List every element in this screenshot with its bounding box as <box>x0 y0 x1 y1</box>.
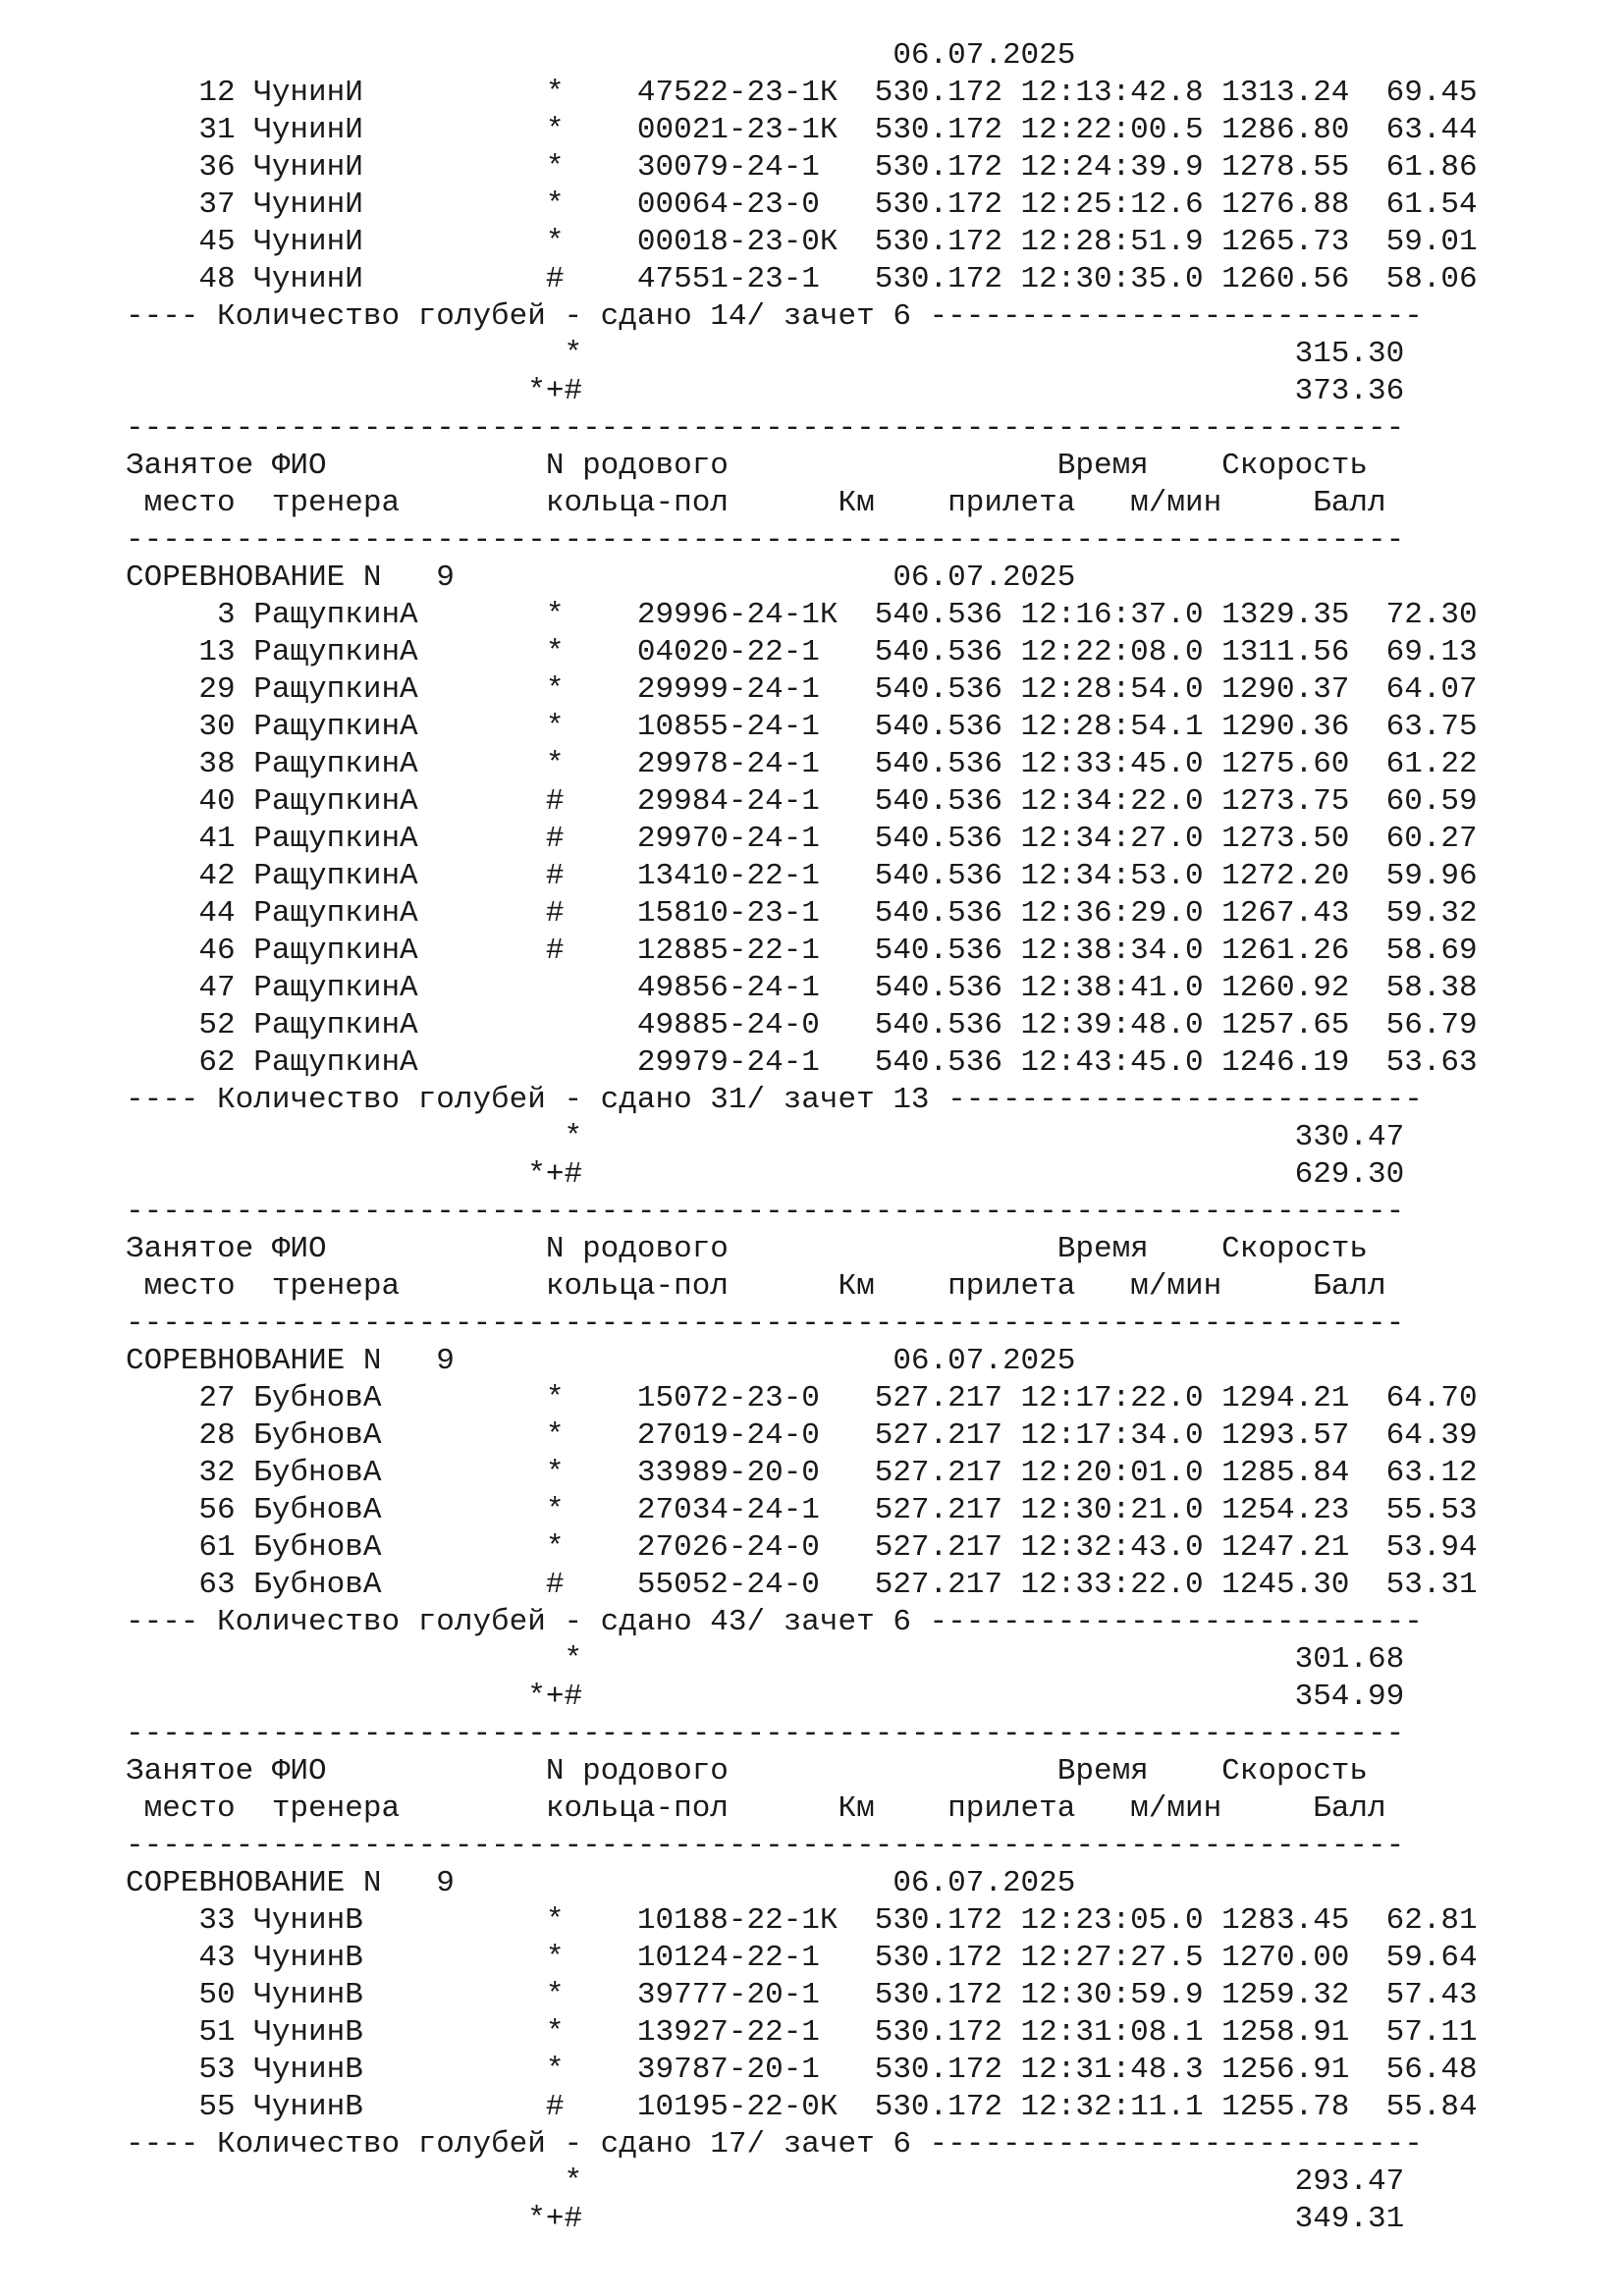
starplus-total: *+# 349.31 <box>126 2202 1405 2236</box>
table-row: 30 РащупкинА * 10855-24-1 540.536 12:28:54.1 1290.36 63.75 <box>126 710 1478 744</box>
table-row: 61 БубновА * 27026-24-0 527.217 12:32:43.0 1247.21 53.94 <box>126 1530 1478 1565</box>
summary-line: ---- Количество голубей - сдано 17/ зачет 6 --------------------------- <box>126 2127 1423 2162</box>
column-header-1: Занятое ФИО N родового Время Скорость <box>126 1754 1369 1789</box>
star-total: * 301.68 <box>126 1642 1405 1677</box>
table-row: 28 БубновА * 27019-24-0 527.217 12:17:34.0 1293.57 64.39 <box>126 1418 1478 1453</box>
divider: ---------------------------------------------------------------------- <box>126 1717 1405 1751</box>
divider: ---------------------------------------------------------------------- <box>126 1195 1405 1229</box>
table-row: 51 ЧунинВ * 13927-22-1 530.172 12:31:08.1 1258.91 57.11 <box>126 2015 1478 2050</box>
table-row: 56 БубновА * 27034-24-1 527.217 12:30:21.0 1254.23 55.53 <box>126 1493 1478 1527</box>
starplus-total: *+# 629.30 <box>126 1157 1405 1192</box>
table-row: 36 ЧунинИ * 30079-24-1 530.172 12:24:39.9 1278.55 61.86 <box>126 150 1478 185</box>
results-printout <box>126 37 1478 2238</box>
table-row: 45 ЧунинИ * 00018-23-0К 530.172 12:28:51.9 1265.73 59.01 <box>126 225 1478 259</box>
table-row: 12 ЧунинИ * 47522-23-1К 530.172 12:13:42.8 1313.24 69.45 <box>126 76 1478 110</box>
table-row: 29 РащупкинА * 29999-24-1 540.536 12:28:54.0 1290.37 64.07 <box>126 672 1478 707</box>
page-date: 06.07.2025 <box>126 38 1076 73</box>
summary-line: ---- Количество голубей - сдано 43/ зачет 6 --------------------------- <box>126 1605 1423 1639</box>
summary-line: ---- Количество голубей - сдано 14/ зачет 6 --------------------------- <box>126 299 1423 334</box>
column-header-1: Занятое ФИО N родового Время Скорость <box>126 1232 1369 1266</box>
table-row: 46 РащупкинА # 12885-22-1 540.536 12:38:34.0 1261.26 58.69 <box>126 934 1478 968</box>
table-row: 44 РащупкинА # 15810-23-1 540.536 12:36:29.0 1267.43 59.32 <box>126 896 1478 931</box>
table-row: 63 БубновА # 55052-24-0 527.217 12:33:22.0 1245.30 53.31 <box>126 1568 1478 1602</box>
column-header-2: место тренера кольца-пол Км прилета м/мин Балл <box>126 486 1386 520</box>
starplus-total: *+# 373.36 <box>126 374 1405 408</box>
divider: ---------------------------------------------------------------------- <box>126 411 1405 446</box>
table-row: 27 БубновА * 15072-23-0 527.217 12:17:22.0 1294.21 64.70 <box>126 1381 1478 1415</box>
table-row: 53 ЧунинВ * 39787-20-1 530.172 12:31:48.3 1256.91 56.48 <box>126 2053 1478 2087</box>
table-row: 3 РащупкинА * 29996-24-1К 540.536 12:16:37.0 1329.35 72.30 <box>126 598 1478 632</box>
table-row: 13 РащупкинА * 04020-22-1 540.536 12:22:08.0 1311.56 69.13 <box>126 635 1478 669</box>
table-row: 50 ЧунинВ * 39777-20-1 530.172 12:30:59.9 1259.32 57.43 <box>126 1978 1478 2012</box>
column-header-2: место тренера кольца-пол Км прилета м/мин Балл <box>126 1269 1386 1304</box>
table-row: 55 ЧунинВ # 10195-22-0К 530.172 12:32:11.1 1255.78 55.84 <box>126 2090 1478 2124</box>
summary-line: ---- Количество голубей - сдано 31/ зачет 13 -------------------------- <box>126 1083 1423 1117</box>
table-row: 31 ЧунинИ * 00021-23-1К 530.172 12:22:00.5 1286.80 63.44 <box>126 113 1478 147</box>
divider: ---------------------------------------------------------------------- <box>126 1829 1405 1863</box>
table-row: 38 РащупкинА * 29978-24-1 540.536 12:33:45.0 1275.60 61.22 <box>126 747 1478 781</box>
table-row: 37 ЧунинИ * 00064-23-0 530.172 12:25:12.6 1276.88 61.54 <box>126 187 1478 222</box>
table-row: 52 РащупкинА 49885-24-0 540.536 12:39:48.0 1257.65 56.79 <box>126 1008 1478 1042</box>
starplus-total: *+# 354.99 <box>126 1680 1405 1714</box>
table-row: 33 ЧунинВ * 10188-22-1К 530.172 12:23:05.0 1283.45 62.81 <box>126 1903 1478 1938</box>
table-row: 47 РащупкинА 49856-24-1 540.536 12:38:41.0 1260.92 58.38 <box>126 971 1478 1005</box>
divider: ---------------------------------------------------------------------- <box>126 523 1405 558</box>
table-row: 62 РащупкинА 29979-24-1 540.536 12:43:45.0 1246.19 53.63 <box>126 1045 1478 1080</box>
competition-title: СОРЕВНОВАНИЕ N 9 06.07.2025 <box>126 561 1076 595</box>
table-row: 41 РащупкинА # 29970-24-1 540.536 12:34:27.0 1273.50 60.27 <box>126 822 1478 856</box>
table-row: 42 РащупкинА # 13410-22-1 540.536 12:34:53.0 1272.20 59.96 <box>126 859 1478 893</box>
competition-title: СОРЕВНОВАНИЕ N 9 06.07.2025 <box>126 1866 1076 1900</box>
star-total: * 293.47 <box>126 2164 1405 2199</box>
star-total: * 315.30 <box>126 337 1405 371</box>
table-row: 40 РащупкинА # 29984-24-1 540.536 12:34:22.0 1273.75 60.59 <box>126 784 1478 819</box>
table-row: 48 ЧунинИ # 47551-23-1 530.172 12:30:35.0 1260.56 58.06 <box>126 262 1478 296</box>
divider: ---------------------------------------------------------------------- <box>126 1307 1405 1341</box>
column-header-1: Занятое ФИО N родового Время Скорость <box>126 449 1369 483</box>
table-row: 43 ЧунинВ * 10124-22-1 530.172 12:27:27.5 1270.00 59.64 <box>126 1941 1478 1975</box>
competition-title: СОРЕВНОВАНИЕ N 9 06.07.2025 <box>126 1344 1076 1378</box>
table-row: 32 БубновА * 33989-20-0 527.217 12:20:01.0 1285.84 63.12 <box>126 1456 1478 1490</box>
column-header-2: место тренера кольца-пол Км прилета м/мин Балл <box>126 1791 1386 1826</box>
star-total: * 330.47 <box>126 1120 1405 1154</box>
